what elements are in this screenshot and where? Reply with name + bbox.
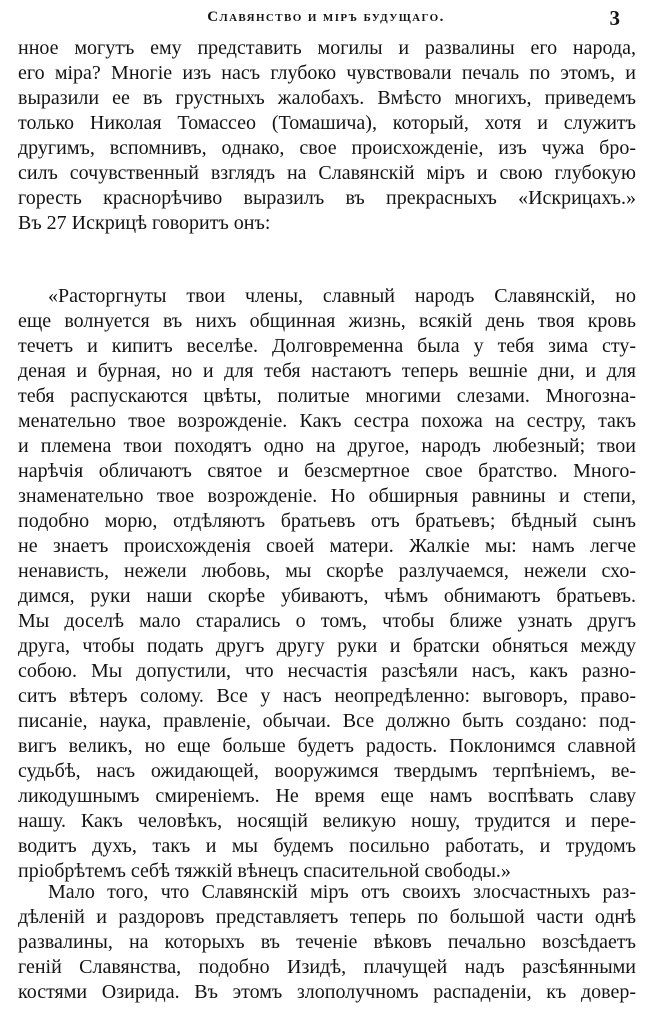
text-line: силъ сочувственный взглядъ на Славянскій міръ и свою глубокую bbox=[18, 162, 636, 184]
page-number: 3 bbox=[609, 6, 620, 30]
text-line: менательно твое возрожденіе. Какъ сестра похожа на сестру, такъ bbox=[18, 410, 636, 432]
text-line: подобно морю, отдѣляютъ братьевъ отъ братьевъ; бѣдный сынъ bbox=[18, 510, 636, 532]
text-line: только Николая Томассео (Томашича), который, хотя и служитъ bbox=[18, 112, 636, 134]
text-line: ситъ вѣтеръ солому. Все у насъ неопредѣленно: выговоръ, право- bbox=[18, 685, 636, 707]
text-line: дѣленій и раздоровъ представляетъ теперь по большой части однѣ bbox=[18, 906, 636, 928]
text-line: костями Озирида. Въ этомъ злополучномъ распаденіи, къ довер- bbox=[18, 981, 636, 1003]
text-line: димся, руки наши скорѣе убиваютъ, чѣмъ обнимаютъ братьевъ. bbox=[18, 585, 636, 607]
text-line: собою. Мы допустили, что несчастія разсѣяли насъ, какъ разно- bbox=[18, 660, 636, 682]
text-line: нарѣчія обличаютъ святое и безсмертное свое братство. Много- bbox=[18, 460, 636, 482]
text-line: другимъ, вспомнивъ, однако, свое происхожденіе, изъ чужа бро- bbox=[18, 137, 636, 159]
running-head bbox=[0, 6, 652, 30]
text-line: и племена твои походятъ одно на другое, народъ любезный; твои bbox=[18, 435, 636, 457]
text-line: течетъ и кипитъ веселѣе. Долговременна была у тебя зима сту- bbox=[18, 335, 636, 357]
text-line: водитъ духъ, такъ и мы будемъ посильно работать, и трудомъ bbox=[18, 835, 636, 857]
text-line: «Расторгнуты твои члены, славный народъ Славянскій, но bbox=[48, 285, 636, 307]
text-line: еще волнуется въ нихъ общинная жизнь, всякій день твоя кровь bbox=[18, 310, 636, 332]
text-line: друга, чтобы подать другъ другу руки и братски обняться между bbox=[18, 635, 636, 657]
text-line: выразили ее въ грустныхъ жалобахъ. Вмѣсто многихъ, приведемъ bbox=[18, 87, 636, 109]
text-line: тебя распускаются цвѣты, политые многими слезами. Многозна- bbox=[18, 385, 636, 407]
text-line: пріобрѣтемъ себѣ тяжкій вѣнецъ спасительной свободы.» bbox=[18, 860, 511, 882]
paragraph-continuation bbox=[18, 36, 636, 236]
paragraph bbox=[18, 880, 636, 1005]
text-line: судьбѣ, насъ ожидающей, вооружимся твердымъ терпѣніемъ, ве- bbox=[18, 760, 636, 782]
text-line: Мало того, что Славянскій міръ отъ своихъ злосчастныхъ раз- bbox=[48, 881, 636, 903]
text-line: геній Славянства, подобно Изидѣ, плачущей надъ разсѣянными bbox=[18, 956, 636, 978]
text-line: не знаетъ происхожденія своей матери. Жалкіе мы: намъ легче bbox=[18, 535, 636, 557]
text-line: Мы доселѣ мало старались о томъ, чтобы ближе узнать другъ bbox=[18, 610, 636, 632]
text-line: писаніе, наука, правленіе, обычаи. Все должно быть создано: под- bbox=[18, 710, 636, 732]
running-title: Славянство и міръ будущаго. bbox=[207, 9, 445, 25]
text-line: знаменательно твое возрожденіе. Но обширныя равнины и степи, bbox=[18, 485, 636, 507]
text-line: горесть краснорѣчиво выразилъ въ прекрасныхъ «Искрицахъ.» bbox=[18, 187, 636, 209]
text-line: нашу. Какъ человѣкъ, носящій великую ношу, трудится и пере- bbox=[18, 810, 636, 832]
text-line: вигъ великъ, но еще больше будетъ радость. Поклонимся славной bbox=[18, 735, 636, 757]
text-line: Въ 27 Искрицѣ говоритъ онъ: bbox=[18, 212, 271, 234]
text-line: его міра? Многіе изъ насъ глубоко чувствовали печаль по этомъ, и bbox=[18, 62, 636, 84]
text-line: развалины, на которыхъ въ теченіе вѣковъ печально возсѣдаетъ bbox=[18, 931, 636, 953]
text-line: нное могутъ ему представить могилы и развалины его народа, bbox=[18, 37, 636, 59]
text-line: ликодушнымъ смиреніемъ. Не время еще намъ воспѣвать славу bbox=[18, 785, 636, 807]
quotation-paragraph bbox=[18, 284, 636, 884]
text-line: деная и бурная, но и для тебя настаютъ теперь вешніе дни, и для bbox=[18, 360, 636, 382]
text-line: ненависть, нежели любовь, мы скорѣе разлучаемся, нежели схо- bbox=[18, 560, 636, 582]
